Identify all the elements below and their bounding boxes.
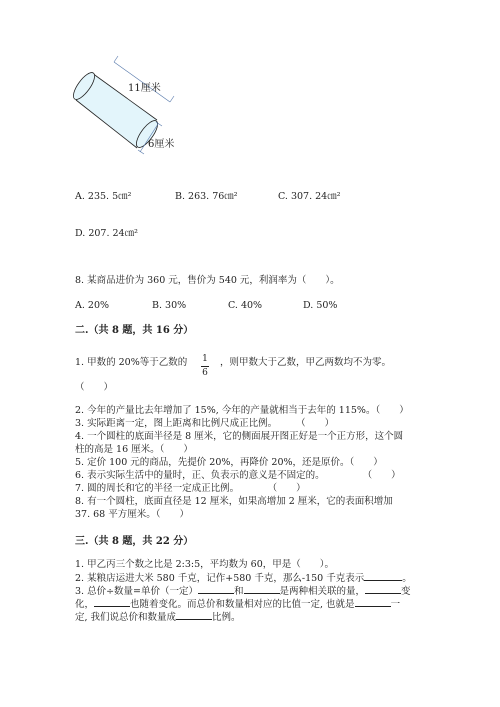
s3-q3-d: 变 bbox=[401, 586, 411, 597]
s3-q3-blank6[interactable] bbox=[176, 610, 212, 620]
fraction-one-sixth bbox=[200, 354, 210, 379]
s3-q2 bbox=[75, 571, 412, 585]
s3-q3-c: 是两种相关联的量， bbox=[279, 586, 366, 597]
s2-line-8a: 8. 有一个圆柱，底面直径是 12 厘米，如果高增加 2 厘米，它的表面积增加 bbox=[75, 496, 393, 507]
q7-option-c[interactable]: C. 307. 24㎝² bbox=[278, 191, 341, 202]
s3-q3-blank3[interactable] bbox=[365, 584, 401, 594]
s2-line-7: 7. 圆的周长和它的半径一定成正比例。 （ ） bbox=[75, 483, 306, 494]
s3-q3-e: 化， bbox=[75, 599, 95, 610]
s3-q3-g: 一 bbox=[390, 599, 401, 610]
s3-q2-text: 2. 某粮店运进大米 580 千克，记作+580 千克，那么-150 千克表示 bbox=[75, 573, 365, 584]
s3-q3-a: 3. 总价÷数量=单价（一定） bbox=[75, 586, 199, 597]
q8-option-a[interactable]: A. 20% bbox=[75, 300, 110, 311]
s2-q1-part2: ，则甲数大于乙数，甲乙两数均不为零。 bbox=[220, 357, 392, 368]
s3-q3-b: 和 bbox=[234, 586, 244, 597]
s3-q2-end: 。 bbox=[402, 573, 412, 584]
section3-heading: 三.（共 8 题，共 22 分） bbox=[75, 536, 194, 547]
s3-q3-line3 bbox=[75, 610, 241, 624]
s2-line-6: 6. 表示实际生活中的量时，正、负表示的意义是不固定的。 （ ） bbox=[75, 470, 401, 481]
q8-option-d[interactable]: D. 50% bbox=[303, 300, 338, 311]
s2-q1-part1: 1. 甲数的 20%等于乙数的 bbox=[75, 357, 188, 368]
q7-option-d[interactable]: D. 207. 24㎝² bbox=[75, 228, 138, 239]
s2-line-5: 5. 定价 100 元的商品，先提价 20%，再降价 20%，还是原价。（ ） bbox=[75, 457, 383, 468]
s3-q3-h: 定, 我们说总价和数量成 bbox=[75, 612, 177, 623]
s3-q3-i: 比例。 bbox=[212, 612, 241, 623]
q7-option-a[interactable]: A. 235. 5㎝² bbox=[75, 191, 132, 202]
q8-option-c[interactable]: C. 40% bbox=[228, 300, 263, 311]
s2-q1-paren[interactable]: （ ） bbox=[75, 382, 114, 393]
s2-line-4b: 柱的高是 16 厘米。（ ） bbox=[75, 444, 193, 455]
s3-q3-blank4[interactable] bbox=[94, 597, 130, 607]
fraction-bar bbox=[201, 366, 209, 367]
s3-q3-blank1[interactable] bbox=[198, 584, 234, 594]
s3-q2-blank[interactable] bbox=[364, 571, 402, 581]
s2-line-3: 3. 实际距离一定，图上距离和比例尺成正比例。 （ ） bbox=[75, 418, 335, 429]
s3-q1: 1. 甲乙丙三个数之比是 2:3:5，平均数为 60，甲是（ ）。 bbox=[75, 559, 334, 570]
s2-line-8b: 37. 68 平方厘米。（ ） bbox=[75, 509, 189, 520]
q8-stem: 8. 某商品进价为 360 元，售价为 540 元，利润率为（ ）。 bbox=[75, 275, 340, 286]
q7-option-b[interactable]: B. 263. 76㎝² bbox=[175, 191, 238, 202]
diameter-label: 6厘米 bbox=[148, 139, 175, 150]
s3-q3-blank2[interactable] bbox=[244, 584, 280, 594]
fraction-numerator: 1 bbox=[202, 354, 208, 364]
section2-heading: 二.（共 8 题，共 16 分） bbox=[75, 325, 194, 336]
q8-option-b[interactable]: B. 30% bbox=[152, 300, 187, 311]
length-label: 11厘米 bbox=[128, 83, 161, 94]
s3-q3-line2 bbox=[75, 597, 400, 611]
s3-q3-blank5[interactable] bbox=[355, 597, 391, 607]
s2-line-2: 2. 今年的产量比去年增加了 15%, 今年的产量就相当于去年的 115%。（ ） bbox=[75, 405, 409, 416]
fraction-denominator: 6 bbox=[202, 368, 208, 378]
s3-q3-f: 也随着变化。而总价和数量相对应的比值一定, 也就是 bbox=[130, 599, 355, 610]
s3-q3-line1 bbox=[75, 584, 411, 598]
s2-line-4a: 4. 一个圆柱的底面半径是 8 厘米，它的侧面展开图正好是一个正方形，这个圆 bbox=[75, 431, 404, 442]
